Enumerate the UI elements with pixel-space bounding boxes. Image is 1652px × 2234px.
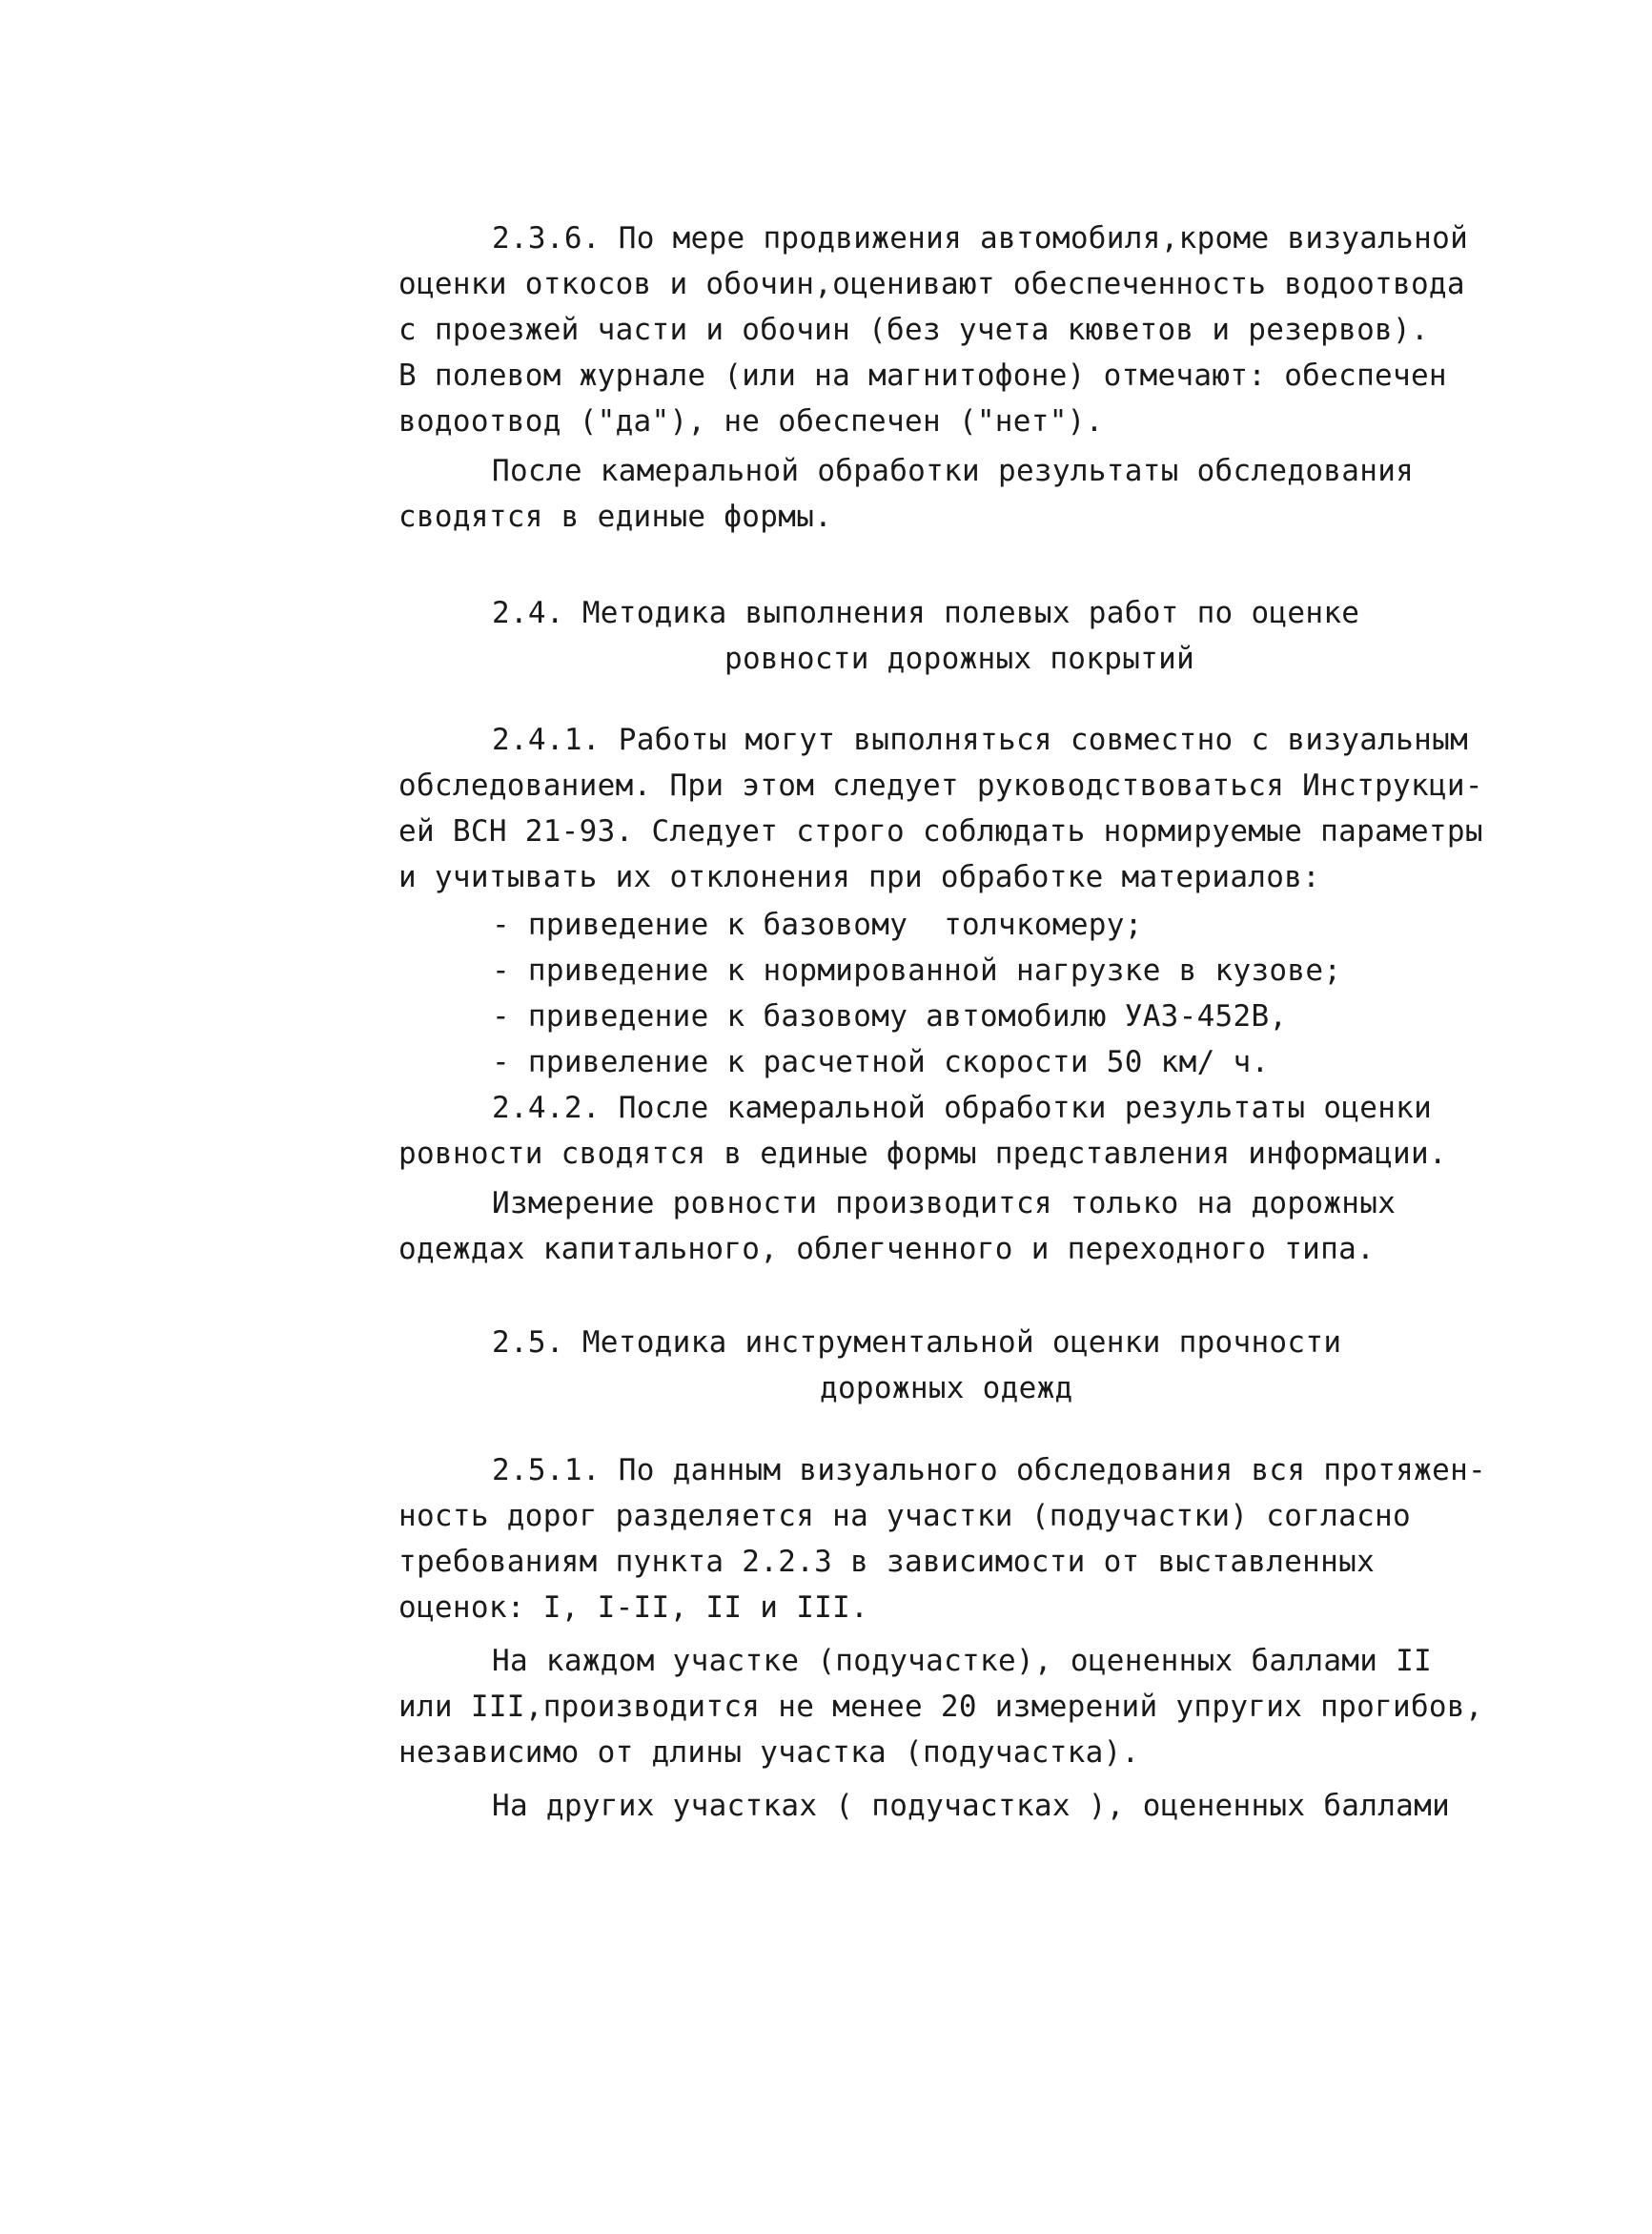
paragraph-2-3-6-line-3: с проезжей части и обочин (без учета кюветов и резервов). [398,313,1429,347]
paragraph-2-3-6-line-4: В полевом журнале (или на магнитофоне) отмечают: обеспечен [398,359,1447,393]
paragraph-2-5-1-line-1: 2.5.1. По данным визуального обследования вся протяжен- [492,1453,1486,1487]
paragraph-2-4-1-line-1: 2.4.1. Работы могут выполняться совместно с визуальным [492,723,1469,757]
heading-2-4-line-2: ровности дорожных покрытий [724,642,1195,676]
paragraph-processing-line-2: сводятся в единые формы. [398,500,833,534]
paragraph-2-4-2-line-1: 2.4.2. После камеральной обработки результаты оценки [492,1091,1433,1125]
paragraph-each-section-line-1: На каждом участке (подучастке), оцененных баллами II [492,1644,1433,1678]
list-item: - приведение к базовому толчкомеру; [492,908,1143,942]
paragraph-2-5-1-line-4: оценок: I, I-II, II и III. [398,1590,869,1625]
paragraph-each-section-line-2: или III,производится не менее 20 измерений упругих прогибов, [398,1690,1483,1724]
paragraph-2-5-1-line-3: требованиям пункта 2.2.3 в зависимости от выставленных [398,1545,1376,1579]
heading-2-4-line-1: 2.4. Методика выполнения полевых работ по оценке [492,596,1360,630]
paragraph-measurement-line-1: Измерение ровности производится только на дорожных [492,1186,1397,1220]
paragraph-other-sections-line-1: На других участках ( подучастках ), оцененных баллами [492,1789,1451,1823]
list-item: - приведение к нормированной нагрузке в кузове; [492,953,1342,988]
paragraph-processing-line-1: После камеральной обработки результаты обследования [492,454,1415,488]
paragraph-each-section-line-3: независимо от длины участка (подучастка). [398,1735,1140,1770]
heading-2-5-line-2: дорожных одежд [820,1371,1073,1405]
paragraph-2-4-1-line-3: ей ВСН 21-93. Следует строго соблюдать нормируемые параметры [398,814,1483,849]
list-item: - привеление к расчетной скорости 50 км/ ч. [492,1045,1270,1079]
paragraph-measurement-line-2: одеждах капитального, облегченного и переходного типа. [398,1232,1376,1266]
list-item: - приведение к базовому автомобилю УАЗ-452В, [492,999,1288,1034]
paragraph-2-3-6-line-5: водоотвод ("да"), не обеспечен ("нет"). [398,404,1104,439]
paragraph-2-4-1-line-2: обследованием. При этом следует руководствоваться Инструкци- [398,769,1483,803]
paragraph-2-4-1-line-4: и учитывать их отклонения при обработке материалов: [398,860,1321,894]
paragraph-2-3-6-line-2: оценки откосов и обочин,оценивают обеспеченность водоотвода [398,267,1465,301]
heading-2-5-line-1: 2.5. Методика инструментальной оценки прочности [492,1325,1342,1360]
paragraph-2-3-6-line-1: 2.3.6. По мере продвижения автомобиля,кроме визуальной [492,221,1469,256]
paragraph-2-5-1-line-2: ность дорог разделяется на участки (подучастки) согласно [398,1499,1411,1533]
paragraph-2-4-2-line-2: ровности сводятся в единые формы представления информации. [398,1137,1447,1171]
